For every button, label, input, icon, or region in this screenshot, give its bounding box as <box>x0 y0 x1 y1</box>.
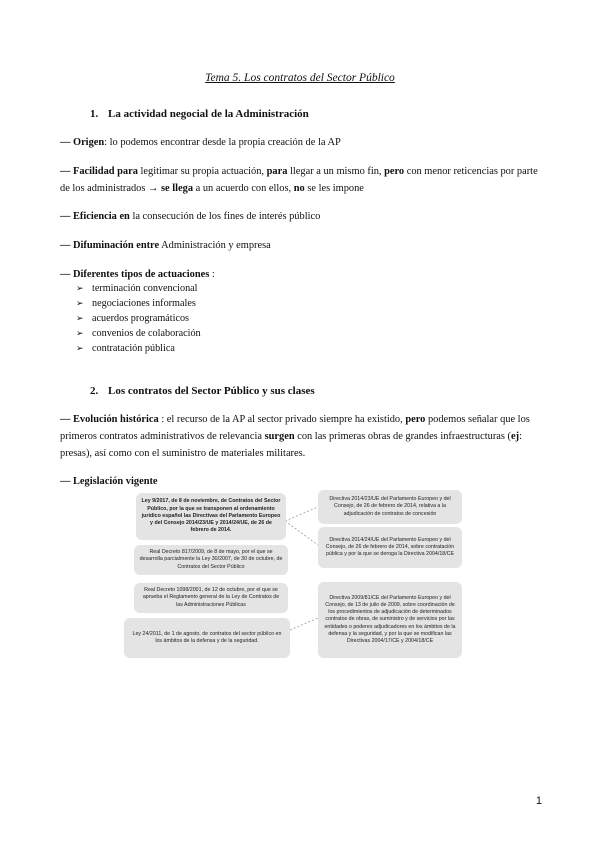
facilidad-text-2: llegar a un mismo fin, <box>287 166 385 177</box>
arrow-bullet-icon: ➢ <box>76 283 84 293</box>
ley-24-2011-box <box>124 618 290 658</box>
ley-9-2017-text: Ley 9/2017, de 8 de noviembre, de Contratos del Sector Público, por la que se transponen al ordenamiento jurídico español las Directivas del Parlamento Europeo y del Consejo 2014/23/UE y 2014/24/UE, de 26 de febrero de 2014. <box>141 498 281 534</box>
arrow-bullet-icon: ➢ <box>76 313 84 323</box>
facilidad-bold-4: no <box>293 183 305 194</box>
evolucion-text-2: podemos señalar que los primeros contratos administrativos de relevancia <box>60 414 530 442</box>
directiva-2014-23-box <box>318 490 462 524</box>
ley-9-2017-box <box>136 493 286 540</box>
list-item-text: negociaciones informales <box>92 298 196 309</box>
page-number: 1 <box>535 795 542 807</box>
evolucion-bold-2: surgen <box>264 431 295 442</box>
directiva-2009-81-box <box>318 582 462 658</box>
eficiencia-text: la consecución de los fines de interés público <box>129 211 321 222</box>
connector-ley24-dir81 <box>290 618 318 630</box>
facilidad-text-4: a un acuerdo con ellos, <box>193 183 294 194</box>
directiva-2014-24-text: Directiva 2014/24/UE del Parlamento Europeo y del Consejo, de 26 de febrero de 2014, sobre contratación pública y por la que se deroga la Directiva 2004/18/CE <box>325 536 455 558</box>
tipos-text: : <box>209 269 215 280</box>
section-2-title: Los contratos del Sector Público y sus clases <box>108 385 315 397</box>
origen-text: : lo podemos encontrar desde la propia creación de la AP <box>104 137 341 148</box>
list-item-text: contratación pública <box>92 343 175 354</box>
arrow-bullet-icon: ➢ <box>76 328 84 338</box>
connector-ley9-dir24 <box>285 521 318 545</box>
directiva-2014-24-box <box>318 527 462 568</box>
section-1-title: La actividad negocial de la Administración <box>108 108 309 120</box>
facilidad-text-5: se les impone <box>304 183 364 194</box>
evolucion-label: — Evolución histórica <box>60 414 159 425</box>
facilidad-text-3: con menor reticencias por parte de los administrados → <box>60 166 538 194</box>
evolucion-text-1: : el recurso de la AP al sector privado siempre ha existido, <box>158 414 406 425</box>
directiva-2009-81-text: Directiva 2009/81/CE del Parlamento Europeo y del Consejo, de 13 de julio de 2009, sobre coordinación de los procedimientos de adjudicación de determinados contratos de obras, de suministro y de servicios por las entidades o poderes adjudicadores en los ámbitos de la defensa y la seguridad, y por la que se modifican las Directivas 2004/17/CE y 2004/18/CE <box>324 594 456 644</box>
ley-24-2011-text: Ley 24/2011, de 1 de agosto, de contratos del sector público en los ámbitos de la defensa y de la seguridad. <box>132 630 282 644</box>
facilidad-text-1: legitimar su propia actuación, <box>137 166 267 177</box>
eficiencia-label: — Eficiencia en <box>60 211 130 222</box>
rd-1098-2001-text: Real Decreto 1098/2001, de 12 de octubre, por el que se aprueba el Reglamento general de la Ley de Contratos de las Administraciones Públicas <box>142 587 280 608</box>
evolucion-text-4: : presas), así como con el suministro de materiales militares. <box>60 431 522 459</box>
facilidad-label: — Facilidad para <box>60 166 138 177</box>
section-2-number: 2. <box>90 385 99 397</box>
rd-1098-2001-box <box>134 583 288 613</box>
facilidad-bold-3: se llega <box>161 183 194 194</box>
rd-817-2009-box <box>134 545 288 575</box>
section-1-number: 1. <box>90 108 99 120</box>
evolucion-bold-3: ej <box>511 431 520 442</box>
rd-817-2009-text: Real Decreto 817/2009, de 8 de mayo, por el que se desarrolla parcialmente la Ley 30/2007, de 30 de octubre, de Contratos del Sector Público <box>139 549 283 570</box>
list-item-text: acuerdos programáticos <box>92 313 190 324</box>
facilidad-bold-2: pero <box>384 166 405 177</box>
legislacion-label: — Legislación vigente <box>60 476 158 487</box>
tipos-label: — Diferentes tipos de actuaciones <box>60 269 210 280</box>
directiva-2014-23-text: Directiva 2014/23/UE del Parlamento Europeo y del Consejo, de 26 de febrero de 2014, relativa a la adjudicación de contratos de concesión <box>329 496 451 517</box>
difuminacion-label: — Difuminación entre <box>60 240 160 251</box>
evolucion-bold-1: pero <box>405 414 426 425</box>
facilidad-bold-1: para <box>266 166 288 177</box>
document-title: Tema 5. Los contratos del Sector Público <box>205 72 395 84</box>
connector-ley9-dir23 <box>285 507 318 521</box>
difuminacion-text: Administración y empresa <box>159 240 271 251</box>
evolucion-text-3: con las primeras obras de grandes infraestructuras ( <box>294 431 511 442</box>
list-item-text: convenios de colaboración <box>92 328 201 339</box>
arrow-bullet-icon: ➢ <box>76 298 84 308</box>
origen-label: — Origen <box>60 137 105 148</box>
list-item-text: terminación convencional <box>92 283 198 294</box>
arrow-bullet-icon: ➢ <box>76 343 84 353</box>
